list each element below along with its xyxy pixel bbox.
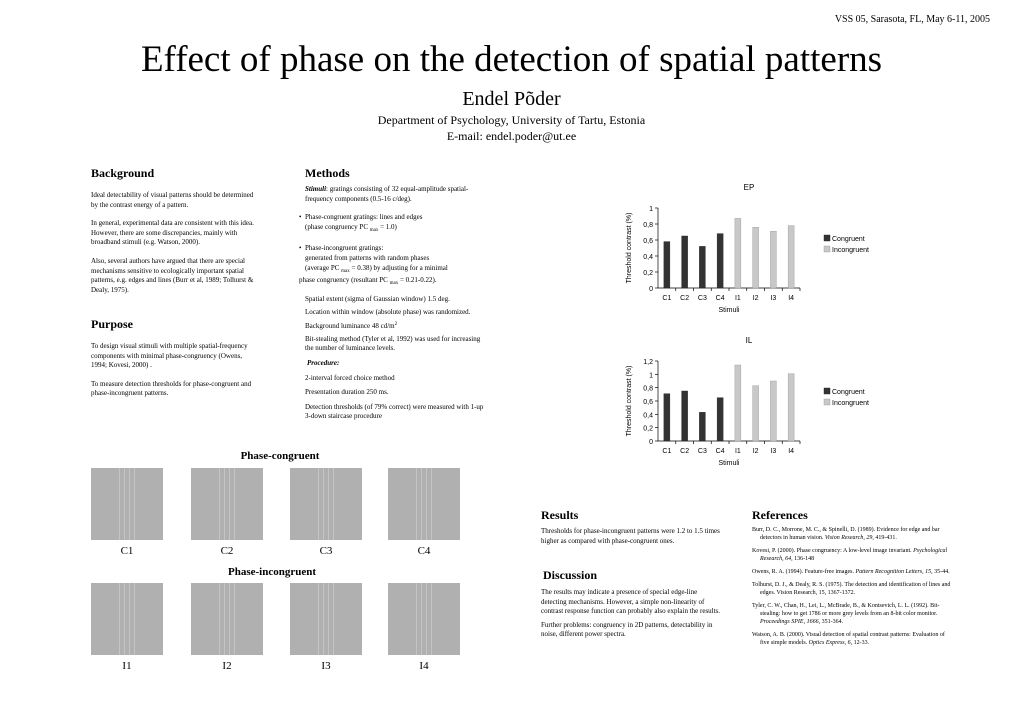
incongruent-stimulus-image — [388, 583, 460, 655]
incongruent-stimulus-label: I4 — [419, 660, 429, 672]
congruent-stimulus-label: C3 — [319, 545, 333, 557]
methods-paragraph: Detection thresholds (of 79% correct) were measured with 1-up 3-down staircase procedure — [305, 402, 484, 421]
discussion-heading: Discussion — [543, 568, 598, 582]
background-paragraph: Also, several authors have argued that there are special mechanisms sensitive to ecologically important spatial patterns, e.g. edges and lines (Burr et al, 1989; Tolhurst & Dealy, 1975). — [91, 256, 254, 294]
incongruent-stimulus-image — [91, 583, 163, 655]
incongruent-stimulus-image — [290, 583, 362, 655]
x-tick-label: I2 — [752, 448, 759, 455]
reference-journal: Optics Express, 6, — [808, 640, 853, 646]
legend-swatch — [824, 399, 830, 405]
congruent-line-c: = 1.0) — [378, 222, 397, 231]
legend-label: Incongruent — [832, 400, 869, 407]
procedure-label-text: Procedure: — [307, 358, 340, 367]
list-item — [299, 244, 484, 288]
methods-heading: Methods — [305, 166, 350, 180]
background-paragraph: Ideal detectability of visual patterns should be determined by the contrast energy of a pattern. — [91, 191, 254, 209]
results-heading: Results — [541, 508, 579, 522]
incongruent-stimulus-label: I1 — [122, 660, 132, 672]
x-axis-label: Stimuli — [718, 307, 740, 314]
luminance-superscript: 2 — [394, 322, 398, 328]
purpose-text — [91, 342, 256, 408]
y-tick-label: 0,6 — [643, 399, 653, 406]
bar — [770, 381, 776, 441]
conference-info: VSS 05, Sarasota, FL, May 6-11, 2005 — [834, 14, 990, 25]
congruent-stimulus-image — [191, 468, 263, 540]
bar — [788, 374, 794, 441]
x-tick-label: C2 — [680, 448, 690, 455]
purpose-heading: Purpose — [91, 317, 133, 331]
author-name: Endel Põder — [462, 88, 561, 110]
incongruent-stimulus-label: I3 — [321, 660, 331, 672]
affiliation: Department of Psychology, University of Tartu, Estonia — [377, 113, 646, 127]
incongruent-stimulus-image — [191, 583, 263, 655]
x-tick-label: C4 — [715, 448, 725, 455]
congruent-stimulus-image — [388, 468, 460, 540]
y-axis-label: Threshold contrast (%) — [626, 212, 633, 284]
reference-text: Tyler, C. W., Chan, H., Lei, L., McBrade, B., & Kontsevich, L. L. (1992). Bit-stealing: how to get 1786 or more grey levels from an 8-bit color monitor. — [752, 603, 940, 617]
ep-chart — [620, 178, 869, 324]
methods-paragraph: Bit-stealing method (Tyler et al, 1992) was used for increasing the number of luminance levels. — [305, 334, 481, 353]
congruent-panel-title: Phase-congruent — [240, 450, 320, 462]
x-tick-label: C3 — [697, 448, 707, 455]
reference-item — [752, 602, 952, 626]
x-tick-label: C1 — [662, 295, 672, 302]
bar — [664, 394, 670, 441]
x-axis-label: Stimuli — [718, 460, 740, 467]
congruent-stimulus-label: C2 — [220, 545, 234, 557]
chart-title: EP — [743, 183, 755, 192]
reference-journal: Proceedings SPIE, 1666, — [760, 619, 821, 625]
congruent-stimulus-label: C4 — [417, 545, 431, 557]
reference-pages: 12-33. — [852, 640, 870, 646]
legend-swatch — [824, 388, 830, 394]
poster-title: Effect of phase on the detection of spatial patterns — [140, 39, 883, 80]
incongruent-line-d: = 0.38) by adjusting for a minimal — [349, 263, 448, 272]
stimuli-description — [299, 185, 484, 204]
y-tick-label: 0 — [649, 439, 653, 446]
reference-pages: 419-431. — [873, 535, 897, 541]
congruent-stimulus-image — [91, 468, 163, 540]
methods-details — [299, 295, 484, 425]
y-tick-label: 0,2 — [643, 270, 653, 277]
x-tick-label: I3 — [770, 448, 777, 455]
y-tick-label: 0 — [649, 286, 653, 293]
results-text: Thresholds for phase-incongruent patterns were 1.2 to 1.5 times higher as compared with phase-congruent ones. — [541, 527, 720, 545]
reference-item — [752, 568, 952, 576]
y-tick-label: 0,4 — [643, 254, 653, 261]
reference-item: Tolhurst, D. J., & Dealy, R. S. (1975). The detection and identification of lines and edges. Vision Research, 15, 1367-1372. — [752, 582, 951, 596]
discussion-text — [541, 588, 721, 649]
x-tick-label: I1 — [734, 295, 741, 302]
bar — [717, 398, 723, 441]
procedure-label — [299, 359, 484, 369]
incongruent-panel-title: Phase-incongruent — [228, 566, 316, 578]
y-tick-label: 0,2 — [643, 425, 653, 433]
pc-subscript: max — [389, 281, 399, 287]
bar — [735, 365, 741, 441]
discussion-paragraph: The results may indicate a presence of special edge-line detecting mechanisms. However, a simple non-linearity of contrast response function can probably also explain the results. — [541, 588, 721, 616]
purpose-paragraph: To measure detection thresholds for phase-congruent and phase-incongruent patterns. — [91, 379, 252, 398]
background-paragraph: In general, experimental data are consistent with this idea. However, there are some discrepancies, mainly with broadband stimuli (e.g. Watson, 2000). — [91, 219, 254, 247]
stimulus-types-list — [299, 213, 484, 289]
bar — [717, 234, 723, 288]
bar — [770, 231, 776, 288]
y-tick-label: 1 — [649, 206, 653, 213]
bar — [682, 391, 688, 441]
legend-swatch — [824, 246, 830, 252]
chart-title: IL — [745, 336, 753, 345]
bar — [664, 242, 670, 288]
legend-label: Incongruent — [832, 247, 869, 254]
reference-item — [752, 631, 952, 647]
congruent-line-b: (phase congruency PC — [305, 222, 368, 231]
bar — [735, 218, 741, 288]
bar — [788, 226, 794, 288]
pc-subscript: max — [341, 268, 350, 274]
incongruent-stimulus-label: I2 — [222, 660, 232, 672]
references-list — [752, 526, 952, 652]
incongruent-line-f: = 0.21-0.22). — [398, 276, 437, 285]
methods-paragraph: 2-interval forced choice method — [305, 373, 395, 382]
bar — [753, 386, 759, 441]
x-tick-label: C2 — [680, 295, 690, 302]
bar — [753, 227, 759, 288]
reference-item — [752, 526, 952, 542]
il-chart — [620, 331, 869, 477]
reference-text: Owens, R. A. (1994). Feature-free images. — [752, 569, 856, 575]
x-tick-label: C3 — [697, 295, 707, 302]
methods-paragraph: Spatial extent (sigma of Gaussian window) 1.5 deg. — [305, 295, 450, 303]
y-tick-label: 0,8 — [643, 385, 653, 393]
incongruent-line-c: (average PC — [305, 263, 340, 272]
methods-text — [299, 185, 484, 298]
reference-journal: Vision Research, 29, — [824, 535, 874, 541]
stimuli-label: Stimuli — [305, 185, 327, 193]
reference-pages: 35-44. — [932, 569, 950, 575]
reference-journal: Pattern Recognition Letters, 15, — [855, 569, 933, 575]
background-text — [91, 191, 256, 304]
methods-paragraph: Presentation duration 250 ms. — [305, 388, 389, 397]
x-tick-label: I4 — [788, 448, 795, 455]
x-tick-label: I1 — [734, 448, 741, 455]
legend-label: Congruent — [832, 389, 865, 396]
y-tick-label: 0,6 — [643, 238, 653, 245]
y-tick-label: 0,8 — [643, 222, 653, 229]
reference-text: Kovesi, P. (2000). Phase congruency: A low-level image invariant. — [752, 548, 914, 554]
legend-swatch — [824, 235, 830, 241]
x-tick-label: C1 — [662, 448, 672, 455]
x-tick-label: C4 — [715, 295, 725, 302]
x-tick-label: I2 — [752, 295, 759, 302]
incongruent-line-a: Phase-incongruent gratings: — [305, 244, 384, 253]
congruent-stimulus-image — [290, 468, 362, 540]
bar — [682, 236, 688, 288]
purpose-paragraph: To design visual stimuli with multiple spatial-frequency components with minimal phase-congruency (Owens, 1994; Kovesi, 2000) . — [91, 342, 248, 370]
bar — [699, 412, 705, 441]
author-email: E-mail: endel.poder@ut.ee — [446, 129, 577, 143]
references-heading: References — [752, 508, 808, 522]
methods-paragraph: Location within window (absolute phase) was randomized. — [305, 307, 471, 316]
reference-text: Burr, D. C., Morrone, M. C., & Spinelli, D. (1989). Evidence for edge and bar detectors in human vision. — [752, 527, 940, 541]
x-tick-label: I3 — [770, 295, 777, 302]
pc-subscript: max — [369, 227, 379, 233]
y-tick-label: 1 — [649, 372, 653, 380]
y-tick-label: 0,4 — [643, 412, 653, 420]
reference-text: Watson, A. B. (2000). Visual detection of spatial contrast patterns: Evaluation of five simple models. — [752, 632, 945, 646]
background-heading: Background — [91, 166, 155, 180]
reference-pages: 351-364. — [820, 619, 844, 625]
methods-paragraph — [299, 320, 484, 332]
luminance-text: Background luminance 48 cd/m — [305, 322, 395, 331]
congruent-stimulus-label: C1 — [120, 545, 134, 557]
y-axis-label: Threshold contrast (%) — [626, 365, 633, 437]
discussion-paragraph: Further problems: congruency in 2D patterns, detectability in noise, different power spectra. — [541, 620, 713, 639]
legend-label: Congruent — [832, 236, 865, 243]
list-item — [299, 213, 484, 235]
x-tick-label: I4 — [788, 295, 795, 302]
incongruent-line-e: phase congruency (resultant PC — [299, 276, 388, 285]
incongruent-line-b: generated from patterns with random phases — [305, 253, 430, 262]
y-tick-label: 1,2 — [643, 359, 653, 366]
bar — [699, 246, 705, 288]
reference-item — [752, 547, 952, 563]
reference-pages: 136-148 — [792, 556, 815, 562]
reference-journal: Psychological Research, 64, — [760, 548, 948, 562]
congruent-line-a: Phase-congruent gratings: lines and edges — [305, 213, 423, 222]
stimuli-text: : gratings consisting of 32 equal-amplitude spatial-frequency components (0.5-16 c/deg). — [305, 185, 469, 203]
